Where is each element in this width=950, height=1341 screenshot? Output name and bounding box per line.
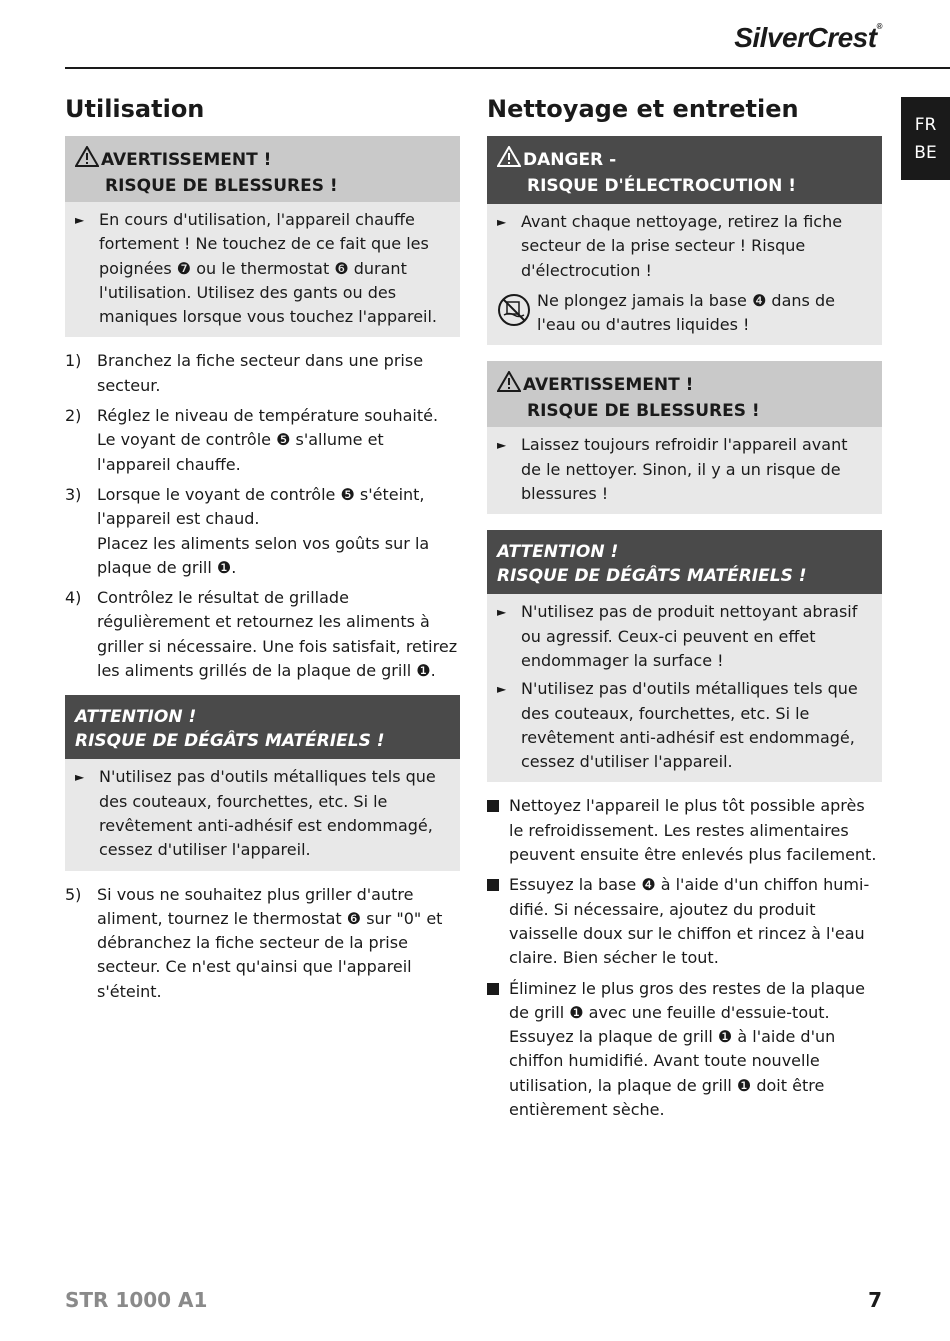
section-title-utilisation: Utilisation <box>65 95 205 123</box>
step-item: 2) Réglez le niveau de température souhaité. Le voyant de contrôle ❺ s'allume et l'appareil chauffe. <box>65 406 439 474</box>
warning-triangle-icon <box>75 146 101 174</box>
warning-bullet: ► Laissez toujours refroidir l'appareil avant de le nettoyer. Sinon, il y a un risque de blessures ! <box>497 433 872 506</box>
arrow-bullet-icon: ► <box>75 770 85 785</box>
no-immersion-note: Ne plongez jamais la base ❹ dans de l'eau ou d'autres liquides ! <box>497 289 872 338</box>
square-bullet-icon <box>487 977 509 1123</box>
model-number: STR 1000 A1 <box>65 1288 208 1312</box>
left-column <box>65 92 460 1016</box>
attention-bullet: ► N'utilisez pas d'outils métalliques tels que des couteaux, fourchettes, etc. Si le revêtement anti-adhésif est endommagé, cessez d'utiliser l'appareil. <box>75 765 450 862</box>
square-bullet-icon <box>487 873 509 970</box>
language-tab-fr: FR <box>914 114 937 135</box>
warning-box-header <box>487 361 882 427</box>
cleaning-step: Essuyez la base ❹ à l'aide d'un chiffon humi-difié. Si nécessaire, ajoutez du produit vaisselle doux sur le chiffon et rincez à l'eau claire. Bien sécher le tout. <box>487 873 882 970</box>
warning-subtitle: RISQUE DE BLESSURES ! <box>105 176 338 196</box>
brand-logo: SilverCrest® <box>734 22 882 53</box>
warning-title: AVERTISSEMENT ! <box>101 150 272 170</box>
page-number: 7 <box>868 1288 882 1312</box>
warning-bullet: ► En cours d'utilisation, l'appareil chauffe fortement ! Ne touchez de ce fait que les poignées ❼ ou le thermostat ❻ durant l'utilisation. Utilisez des gants ou des maniques lorsque vous touchez l'appareil. <box>75 208 450 329</box>
arrow-bullet-icon: ► <box>497 682 507 697</box>
arrow-bullet-icon: ► <box>497 605 507 620</box>
step-item: 4) Contrôlez le résultat de grillade régulièrement et retournez les aliments à griller si nécessaire. Une fois satisfait, retirez les aliments grillés de la plaque de grill ❶. <box>65 588 458 681</box>
attention-subtitle: RISQUE DE DÉGÂTS MATÉRIELS ! <box>497 566 807 587</box>
warning-title: AVERTISSEMENT ! <box>523 375 694 396</box>
section-title-nettoyage: Nettoyage et entretien <box>487 95 799 123</box>
square-bullet-icon <box>487 794 509 867</box>
attention-box-header <box>65 695 460 759</box>
arrow-bullet-icon: ► <box>497 215 507 229</box>
attention-box-damage-cleaning <box>487 530 882 782</box>
attention-box-header <box>487 530 882 594</box>
attention-title: ATTENTION ! <box>75 707 197 728</box>
language-tab-be: BE <box>914 142 937 163</box>
step-item: 3) Lorsque le voyant de contrôle ❺ s'éteint, l'appareil est chaud. Placez les aliments selon vos goûts sur la plaque de grill ❶. <box>65 484 430 577</box>
arrow-bullet-icon: ► <box>497 438 507 453</box>
cleaning-step: Éliminez le plus gros des restes de la plaque de grill ❶ avec une feuille d'essuie-tout. Essuyez la plaque de grill ❶ à l'aide d'un chiffon humidifié. Avant toute nouvelle utilisation, la plaque de grill ❶ doit être entièrement sèche. <box>487 977 882 1123</box>
attention-bullet: ► N'utilisez pas d'outils métalliques tels que des couteaux, fourchettes, etc. Si le revêtement anti-adhésif est endommagé, cessez d'utiliser l'appareil. <box>497 677 872 774</box>
steps-list-continued <box>65 883 460 1004</box>
language-tab <box>901 97 950 180</box>
attention-box-damage <box>65 695 460 870</box>
danger-box-header <box>487 136 882 204</box>
warning-triangle-icon <box>497 146 523 174</box>
danger-title: DANGER - <box>523 150 617 170</box>
danger-subtitle: RISQUE D'ÉLECTROCUTION ! <box>527 176 796 196</box>
warning-box-injury-cleaning <box>487 361 882 514</box>
cleaning-step: Nettoyez l'appareil le plus tôt possible après le refroidissement. Les restes alimentaires peuvent ensuite être enlevés plus facilement. <box>487 794 882 867</box>
warning-box-injury <box>65 136 460 337</box>
attention-subtitle: RISQUE DE DÉGÂTS MATÉRIELS ! <box>75 731 385 752</box>
header-rule <box>65 67 950 69</box>
warning-subtitle: RISQUE DE BLESSURES ! <box>527 401 760 422</box>
danger-bullet: ► Avant chaque nettoyage, retirez la fiche secteur de la prise secteur ! Risque d'électrocution ! <box>497 210 872 283</box>
step-item: 1) Branchez la fiche secteur dans une prise secteur. <box>65 351 424 395</box>
right-column <box>487 92 882 1128</box>
attention-title: ATTENTION ! <box>497 542 619 563</box>
danger-box-electrocution <box>487 136 882 345</box>
warning-triangle-icon <box>497 371 523 399</box>
attention-bullet: ► N'utilisez pas de produit nettoyant abrasif ou agressif. Ceux-ci peuvent en effet endommager la surface ! <box>497 600 872 673</box>
arrow-bullet-icon: ► <box>75 213 85 227</box>
warning-box-header <box>65 136 460 202</box>
step-item: 5) Si vous ne souhaitez plus griller d'autre aliment, tournez le thermostat ❻ sur "0" et débranchez la fiche secteur de la prise secteur. Ce n'est qu'ainsi que l'appareil s'éteint. <box>65 884 443 1001</box>
no-immersion-icon <box>497 289 537 334</box>
steps-list <box>65 349 460 683</box>
